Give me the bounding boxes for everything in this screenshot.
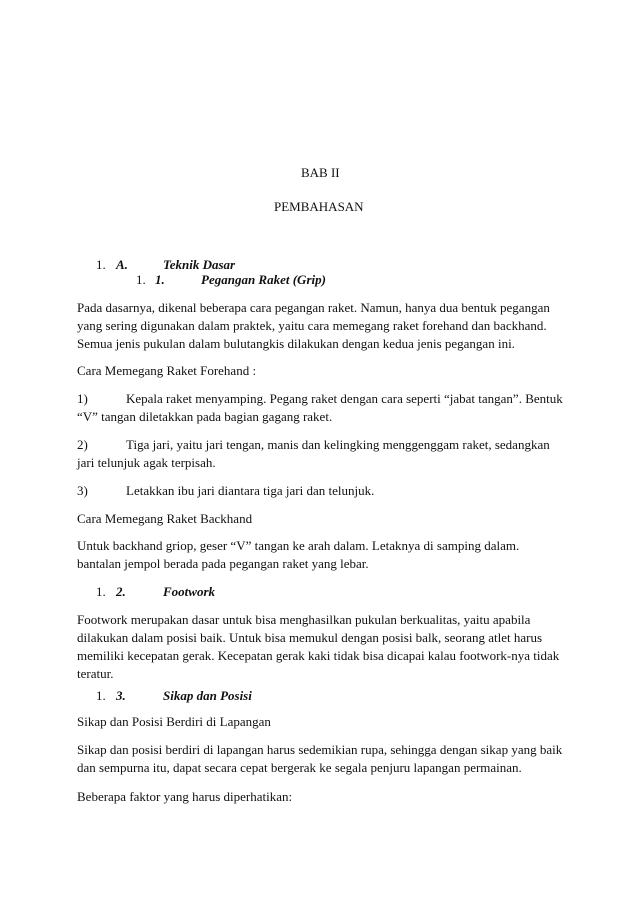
subsection-2-number: 1.	[96, 584, 106, 599]
footwork-paragraph	[77, 611, 567, 683]
forehand-item-1-number: 1)	[77, 391, 88, 406]
forehand-item-2-text: Tiga jari, yaitu jari tengan, manis dan kelingking menggenggam raket, sedangkan	[126, 437, 550, 452]
subsection-1-index: 1.	[155, 272, 165, 287]
subsection-1-number: 1.	[136, 272, 146, 287]
chapter-title: BAB II	[301, 165, 340, 180]
subsection-2-index: 2.	[116, 584, 126, 599]
paragraph-line: dilakukan dalam posisi baik. Untuk bisa memukul dengan posisi balk, seorang atlet harus	[77, 630, 543, 645]
chapter-subtitle: PEMBAHASAN	[274, 199, 364, 214]
forehand-item-3-text: Letakkan ibu jari diantara tiga jari dan telunjuk.	[126, 483, 375, 498]
subsection-1-title: Pegangan Raket (Grip)	[201, 272, 326, 287]
stance-heading: Sikap dan Posisi Berdiri di Lapangan	[77, 714, 271, 729]
forehand-item-2-number: 2)	[77, 437, 88, 452]
paragraph-line: teratur.	[77, 666, 114, 681]
paragraph-line: Semua jenis pukulan dalam bulutangkis dilakukan dengan kedua jenis pegangan ini.	[77, 336, 515, 351]
forehand-item-2-continuation: jari telunjuk agak terpisah.	[77, 455, 216, 470]
paragraph-line: dan sempurna itu, dapat secara cepat bergerak ke segala penjuru lapangan permainan.	[77, 760, 522, 775]
subsection-3-number: 1.	[96, 688, 106, 703]
paragraph-line: Sikap dan posisi berdiri di lapangan harus sedemikian rupa, sehingga dengan sikap yang baik	[77, 742, 563, 757]
subsection-3-title: Sikap dan Posisi	[163, 688, 252, 703]
factors-heading: Beberapa faktor yang harus diperhatikan:	[77, 789, 293, 804]
forehand-heading: Cara Memegang Raket Forehand :	[77, 363, 257, 378]
forehand-item-1-continuation: “V” tangan diletakkan pada bagian gagang raket.	[77, 409, 333, 424]
backhand-paragraph	[77, 537, 567, 573]
section-a-letter: A.	[116, 257, 128, 272]
paragraph-line: yang sering digunakan dalam praktek, yaitu cara memegang raket forehand dan backhand.	[77, 318, 547, 333]
stance-paragraph	[77, 741, 567, 777]
forehand-item-3-number: 3)	[77, 483, 88, 498]
paragraph-line: Footwork merupakan dasar untuk bisa menghasilkan pukulan berkualitas, yaitu apabila	[77, 612, 531, 627]
paragraph-line: memiliki kecepatan gerak. Kecepatan gerak kaki tidak bisa dicapai kalau footwork-nya tidak	[77, 648, 560, 663]
backhand-heading: Cara Memegang Raket Backhand	[77, 511, 253, 526]
section-a-number: 1.	[96, 257, 106, 272]
section-a-title: Teknik Dasar	[163, 257, 236, 272]
paragraph-line: Untuk backhand griop, geser “V” tangan ke arah dalam. Letaknya di samping dalam.	[77, 538, 520, 553]
intro-paragraph	[77, 299, 567, 353]
subsection-2-title: Footwork	[163, 584, 216, 599]
paragraph-line: bantalan jempol berada pada pegangan raket yang lebar.	[77, 556, 369, 571]
subsection-3-index: 3.	[116, 688, 126, 703]
paragraph-line: Pada dasarnya, dikenal beberapa cara pegangan raket. Namun, hanya dua bentuk pegangan	[77, 300, 550, 315]
forehand-item-1-text: Kepala raket menyamping. Pegang raket dengan cara seperti “jabat tangan”. Bentuk	[126, 391, 563, 406]
